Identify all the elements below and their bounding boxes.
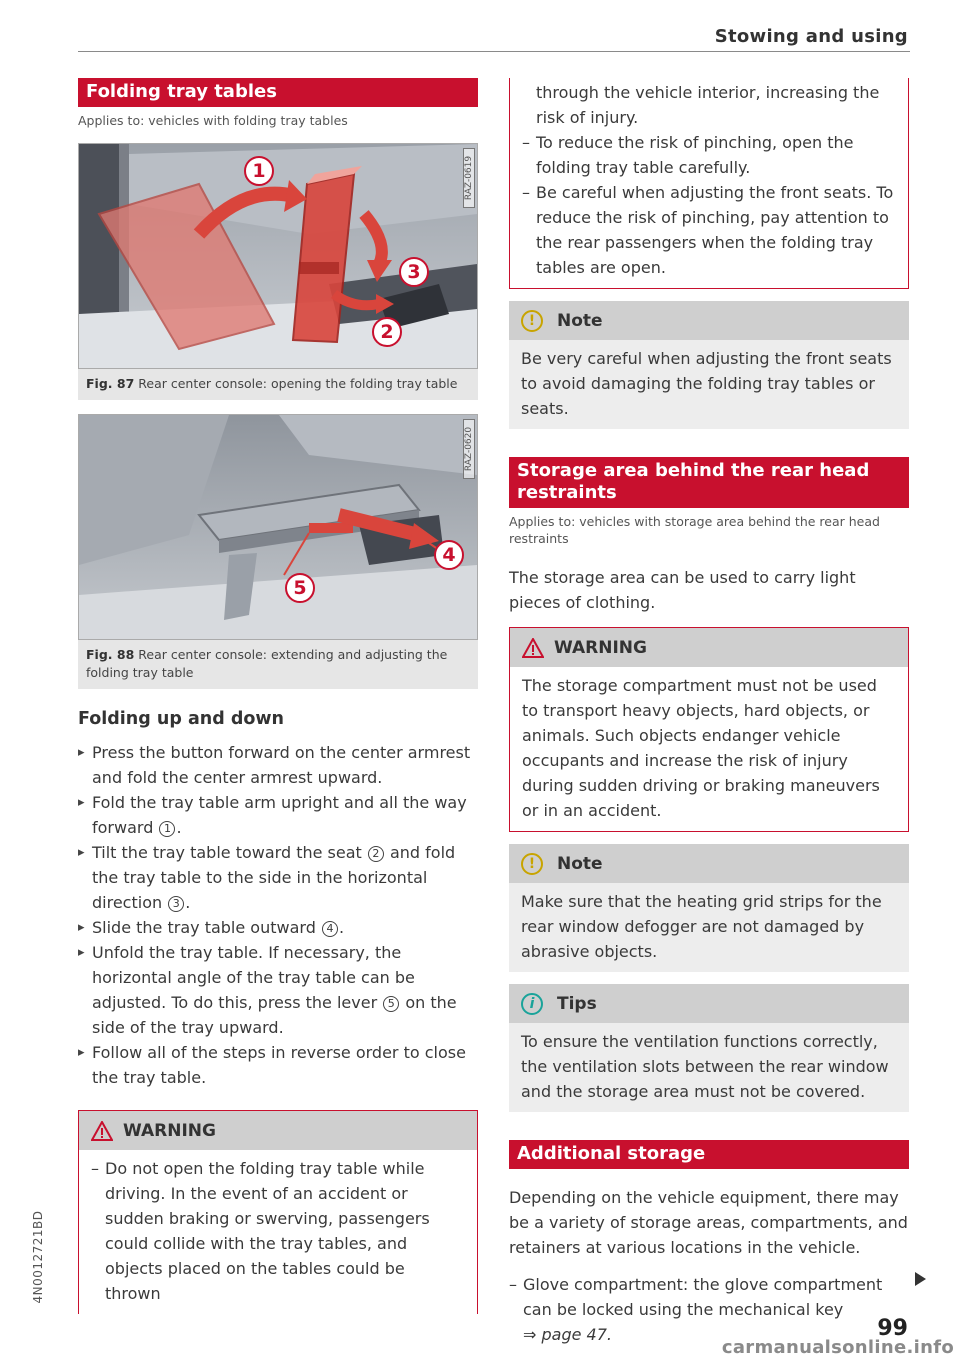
figure-callout-4: 4 (434, 540, 464, 570)
document-code: 4N0012721BD (31, 1210, 45, 1304)
side-document-code (28, 1180, 48, 1340)
tips-header (509, 984, 909, 1023)
figure-88 (78, 414, 478, 640)
chapter-title: Stowing and using (714, 26, 908, 47)
note-text: Make sure that the heating grid strips for the rear window defogger are not damaged by abrasive objects. (521, 892, 882, 961)
tips-box-ventilation (509, 984, 909, 1112)
additional-storage-description: Depending on the vehicle equipment, there may be a variety of storage areas, compartments, and retainers at various locations in the vehicle. (509, 1188, 908, 1257)
note-text: Be very careful when adjusting the front seats to avoid damaging the folding tray tables or seats. (521, 349, 892, 418)
warning-continued-text: through the vehicle interior, increasing the risk of injury. (536, 83, 880, 127)
step-ref-2: 2 (368, 846, 384, 862)
figure-88-illustration (79, 415, 477, 639)
warning-triangle-icon (91, 1121, 113, 1141)
figure-88-code: RAZ-0620 (461, 421, 475, 481)
storage-area-description: The storage area can be used to carry light pieces of clothing. (509, 568, 856, 612)
step-4: ▸ Slide the tray table outward 4 . (78, 915, 478, 940)
applies-to-note: Applies to: vehicles with storage area behind the rear head restraints (509, 514, 880, 546)
page-reference-link[interactable]: ⇒ page 47. (523, 1325, 612, 1344)
figure-callout-5: 5 (285, 573, 315, 603)
section-title-additional-storage: Additional storage (509, 1140, 909, 1169)
figure-87-illustration (79, 144, 477, 368)
page-header (78, 24, 910, 52)
continue-arrow-icon (915, 1272, 926, 1286)
step-3: ▸ Tilt the tray table toward the seat 2 and fold the tray table to the side in the horizontal direction 3 . (78, 840, 478, 915)
note-icon: ! (521, 853, 543, 875)
step-2: ▸ Fold the tray table arm upright and all the way forward 1 . (78, 790, 478, 840)
subheading-folding-up-and-down: Folding up and down (78, 709, 285, 729)
figure-callout-2: 2 (372, 317, 402, 347)
right-column (509, 78, 909, 1347)
step-6: ▸ Follow all of the steps in reverse order to close the tray table. (78, 1040, 478, 1090)
warning-box-tray-tables (78, 1110, 478, 1314)
note-header (509, 301, 909, 340)
procedure-steps (78, 740, 478, 1090)
step-ref-3: 3 (168, 896, 184, 912)
tips-text: To ensure the ventilation functions correctly, the ventilation slots between the rear window and the storage area must not be covered. (521, 1032, 889, 1101)
step-1: ▸ Press the button forward on the center armrest and fold the center armrest upward. (78, 740, 478, 790)
warning-header (79, 1111, 477, 1150)
figure-87-caption-text: Rear center console: opening the folding tray table (138, 376, 458, 391)
step-ref-4: 4 (322, 921, 338, 937)
warning-triangle-icon (522, 638, 544, 658)
note-box-defogger (509, 844, 909, 972)
warning-body (79, 1150, 477, 1314)
warning-box-continued (509, 78, 909, 289)
note-title: Note (557, 310, 603, 331)
figure-87-label: Fig. 87 (86, 376, 135, 391)
glove-compartment-item: – Glove compartment: the glove compartment can be locked using the mechanical key ⇒ page 47. (509, 1272, 909, 1347)
warning-box-storage (509, 627, 909, 832)
figure-88-caption (78, 640, 478, 689)
warning-text: The storage compartment must not be used to transport heavy objects, hard objects, or animals. Such objects endanger vehicle occupants and increase the risk of injury during sudden driving or braking maneuvers or in an accident. (522, 676, 880, 820)
note-title: Note (557, 853, 603, 874)
info-icon: i (521, 993, 543, 1015)
figure-87 (78, 143, 478, 369)
figure-callout-3: 3 (399, 257, 429, 287)
warning-title: WARNING (123, 1120, 216, 1141)
step-ref-5: 5 (383, 996, 399, 1012)
warning-item: – Be careful when adjusting the front seats. To reduce the risk of pinching, pay attention to the rear passengers when the folding tray tables are open. (522, 180, 896, 280)
figure-88-label: Fig. 88 (86, 647, 135, 662)
page-number: 99 (877, 1316, 908, 1341)
tips-title: Tips (557, 993, 597, 1014)
warning-title: WARNING (554, 637, 647, 658)
step-ref-1: 1 (159, 821, 175, 837)
note-header (509, 844, 909, 883)
warning-header (510, 628, 908, 667)
note-box-front-seats (509, 301, 909, 429)
section-title-storage-area: Storage area behind the rear head restraints (509, 457, 909, 508)
warning-item: – Do not open the folding tray table while driving. In the event of an accident or sudden braking or swerving, passengers could collide with the tray tables, and objects placed on the tables could be thrown (91, 1156, 465, 1306)
figure-87-code: RAZ-0619 (461, 150, 475, 210)
figure-callout-1: 1 (244, 156, 274, 186)
warning-item: – To reduce the risk of pinching, open the folding tray table carefully. (522, 130, 896, 180)
section-title-folding-tray-tables: Folding tray tables (78, 78, 478, 107)
watermark: carmanualsonline.info (721, 1337, 954, 1358)
figure-88-caption-text: Rear center console: extending and adjusting the folding tray table (86, 647, 448, 680)
figure-87-caption (78, 369, 478, 400)
note-icon: ! (521, 310, 543, 332)
step-5: ▸ Unfold the tray table. If necessary, the horizontal angle of the tray table can be adjusted. To do this, press the lever 5 on the side of the tray upward. (78, 940, 478, 1040)
applies-to-note: Applies to: vehicles with folding tray tables (78, 113, 348, 128)
left-column (78, 78, 478, 1314)
